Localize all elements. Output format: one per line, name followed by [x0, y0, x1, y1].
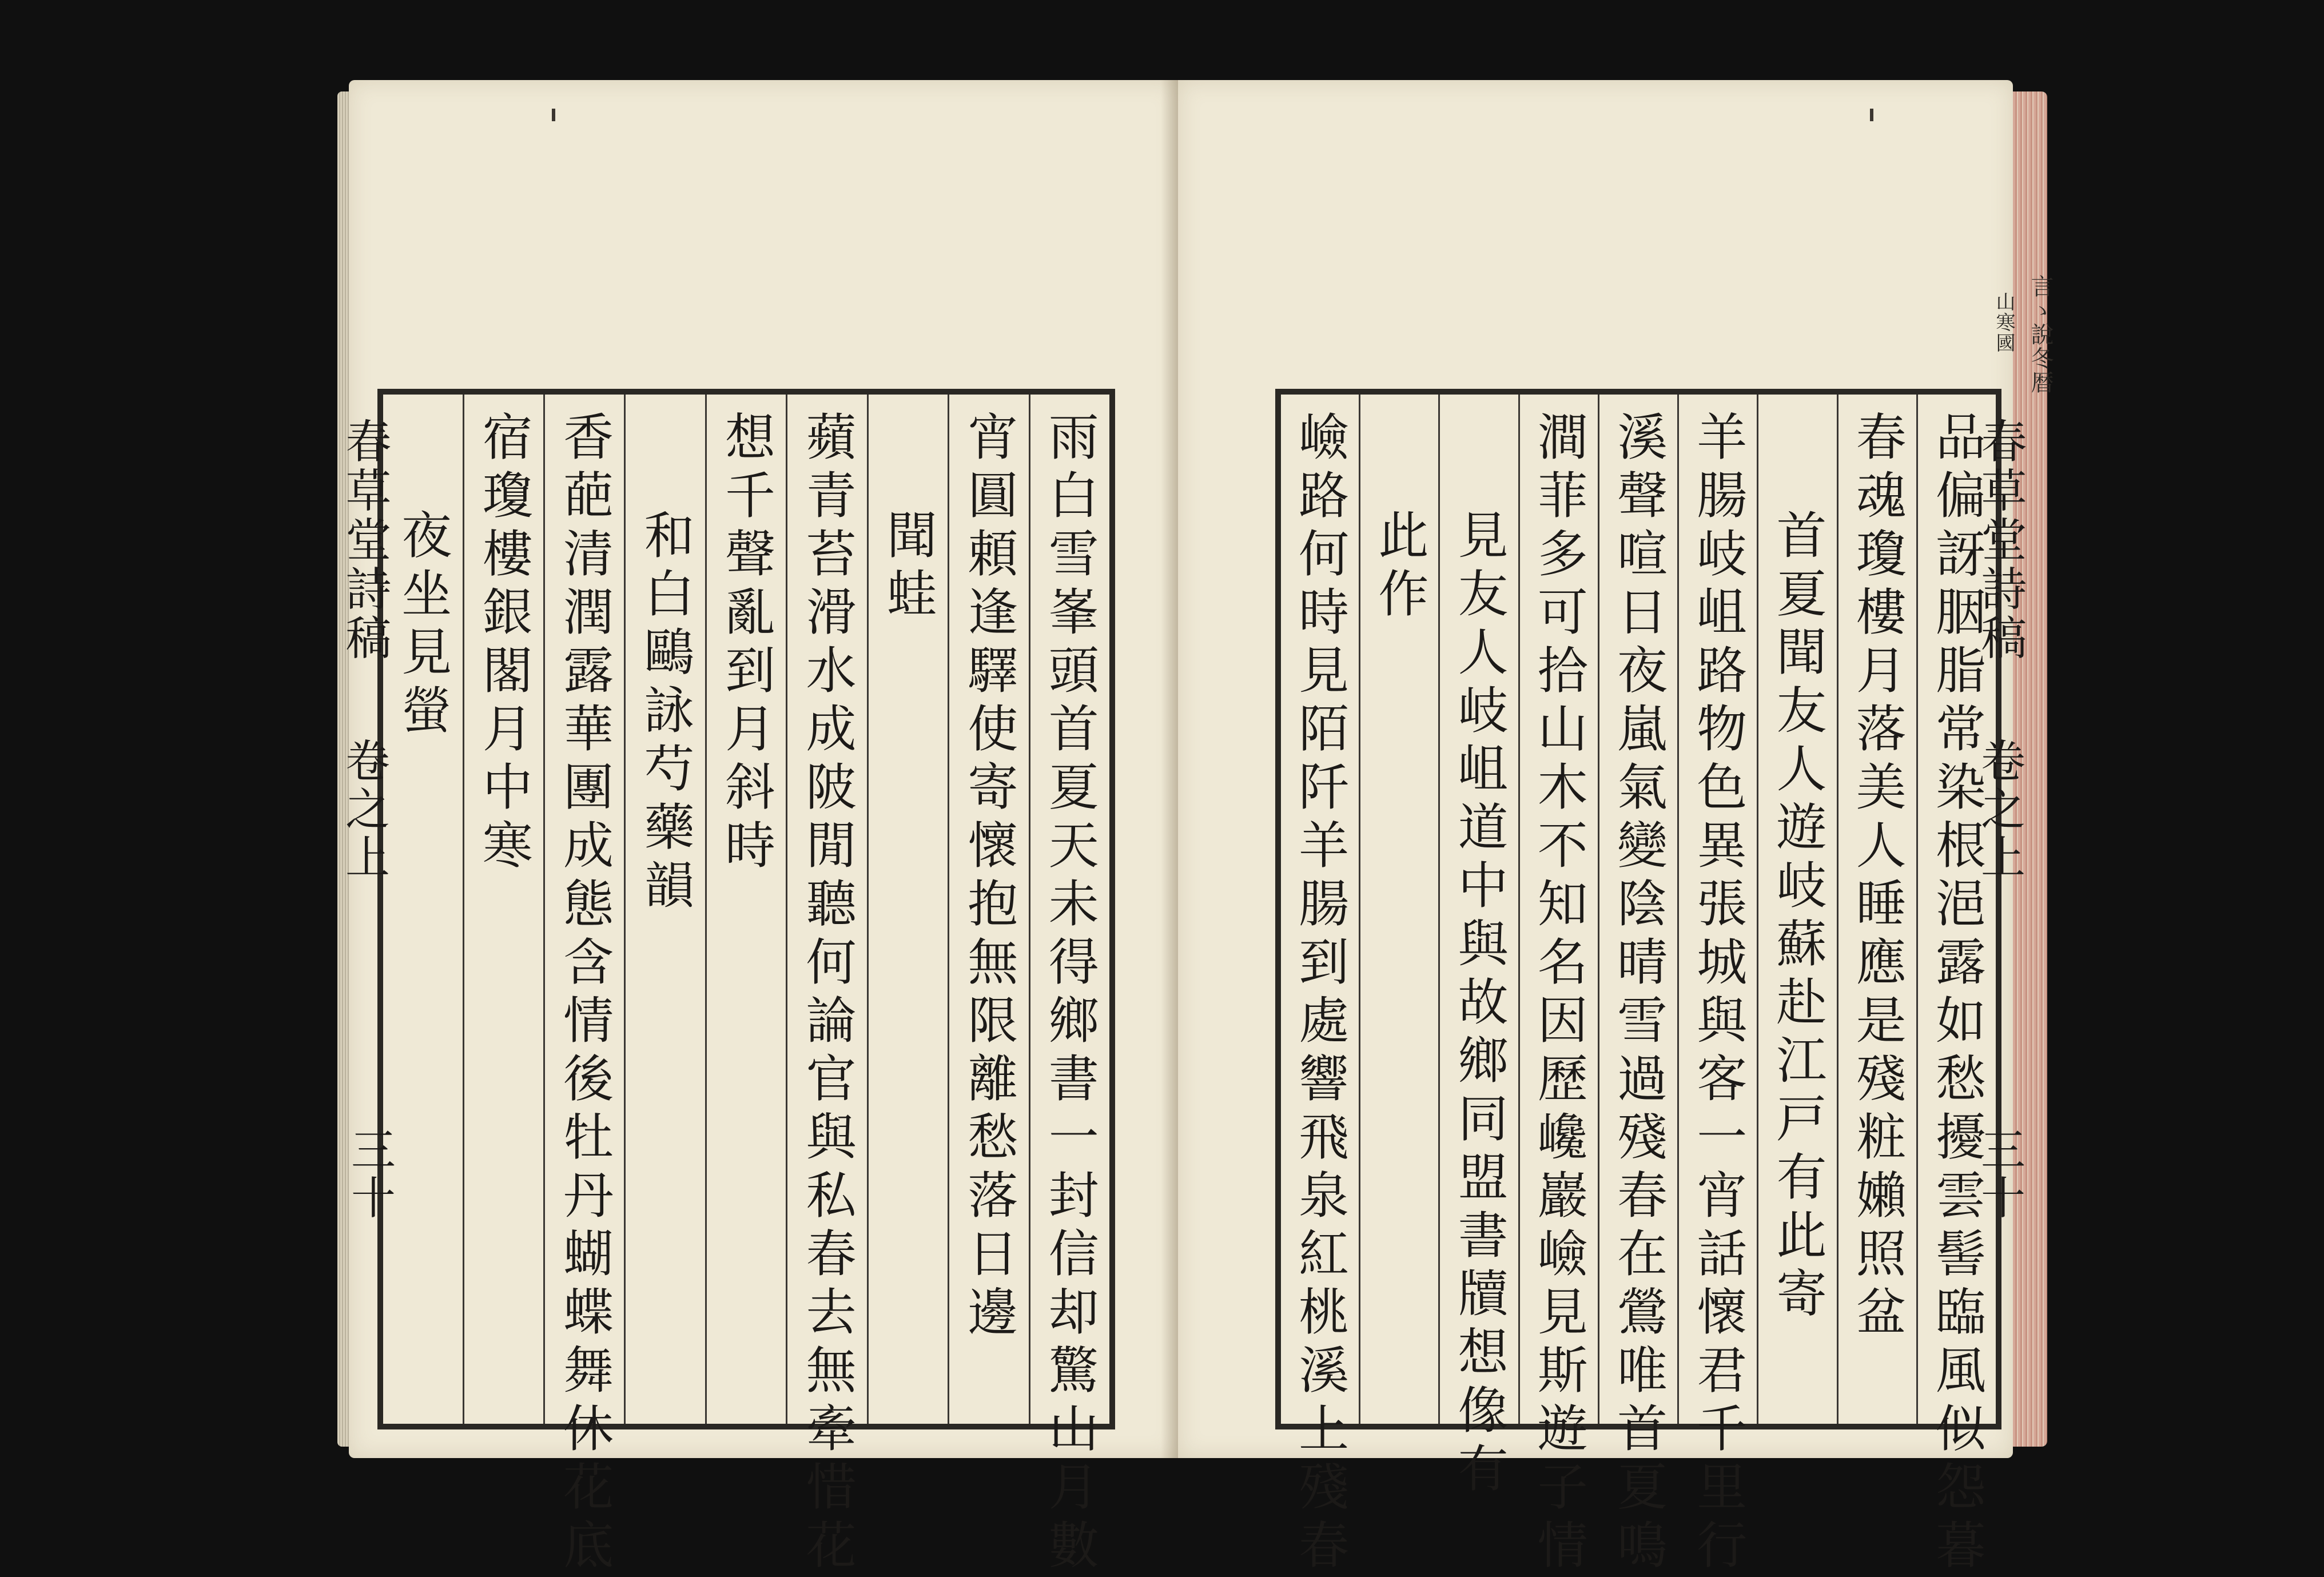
- column-text: 蘋青苔滑水成陂閒聽何論官與私春去無牽惜花: [798, 411, 857, 1577]
- column-text: 溪聲喧日夜嵐氣變陰晴雪過殘春在鶯唯首夏鳴: [1609, 411, 1669, 1577]
- volume-label: 卷之上: [1973, 738, 2025, 882]
- column: [705, 395, 786, 1424]
- left-text-frame: [377, 389, 1115, 1577]
- column-text: 香葩清潤露華團成態含情後牡丹蝴蝶舞休花底: [555, 411, 615, 1577]
- column-text: 想千聲亂到月斜時: [717, 411, 777, 877]
- column: [1518, 395, 1598, 1577]
- column-text: 澗菲多可拾山木不知名因歷巉巖嶮見斯遊子情: [1529, 411, 1589, 1577]
- column: [1281, 395, 1359, 1577]
- right-page: [1178, 80, 2054, 1577]
- poem-title: 和白鷗詠芍藥韻: [636, 509, 695, 917]
- poem-title: 夜坐見螢: [393, 509, 453, 742]
- column: [624, 395, 705, 1424]
- column: [1837, 395, 1916, 1424]
- column: [1029, 395, 1109, 1577]
- column-text: 雨白雪峯頭首夏天未得鄉書一封信却驚山月數: [1040, 411, 1100, 1577]
- column: [948, 395, 1028, 1424]
- page-header-title: 春草堂詩稿: [1973, 417, 2027, 663]
- column: [1438, 395, 1518, 1500]
- volume-label: 卷之上: [338, 738, 389, 882]
- column: [1757, 395, 1836, 1424]
- column-text: 品偏訝胭脂常染根浥露如愁擾雲髻臨風似怨暮: [1927, 411, 1987, 1577]
- page-number: 三十: [344, 1126, 395, 1222]
- poem-title: 聞蛙: [878, 509, 938, 626]
- right-columns: [1281, 395, 1996, 1577]
- poem-title: 首夏聞友人遊岐蘇赴江戸有此寄: [1768, 509, 1828, 1325]
- column: [867, 395, 948, 1424]
- left-columns: [383, 395, 1109, 1577]
- poem-title: 見友人岐岨道中與故鄉同盟書牘想像有: [1450, 509, 1509, 1500]
- column: [1359, 395, 1438, 1424]
- open-book: [337, 80, 2054, 1577]
- column-text: 宵圓頼逢驛使寄懷抱無限離愁落日邊: [960, 411, 1019, 1344]
- column: [786, 395, 866, 1577]
- column: [1677, 395, 1757, 1577]
- column-text: 宿瓊樓銀閣月中寒: [474, 411, 534, 877]
- page-mark: [1870, 109, 1873, 121]
- column-text: 嶮路何時見陌阡羊腸到處響飛泉紅桃溪上殘春: [1291, 411, 1350, 1577]
- column-text: 羊腸岐岨路物色異張城與客一宵話懷君千里行: [1689, 411, 1748, 1577]
- handwritten-annotation-sub: 山寒國: [1992, 292, 2015, 353]
- page-header-title: 春草堂詩稿: [338, 417, 391, 663]
- right-text-frame: [1275, 389, 2001, 1577]
- page-mark: [552, 109, 555, 121]
- page-number: 三十: [1973, 1126, 2025, 1222]
- poem-title: 此作: [1370, 509, 1430, 626]
- column-text: 春魂瓊樓月落美人睡應是殘粧嬾照盆: [1848, 411, 1907, 1344]
- handwritten-annotation: 言ゝ說冬暦: [2027, 274, 2054, 395]
- left-page: [338, 80, 1178, 1577]
- column: [463, 395, 543, 1424]
- column: [543, 395, 624, 1577]
- column: [1598, 395, 1677, 1577]
